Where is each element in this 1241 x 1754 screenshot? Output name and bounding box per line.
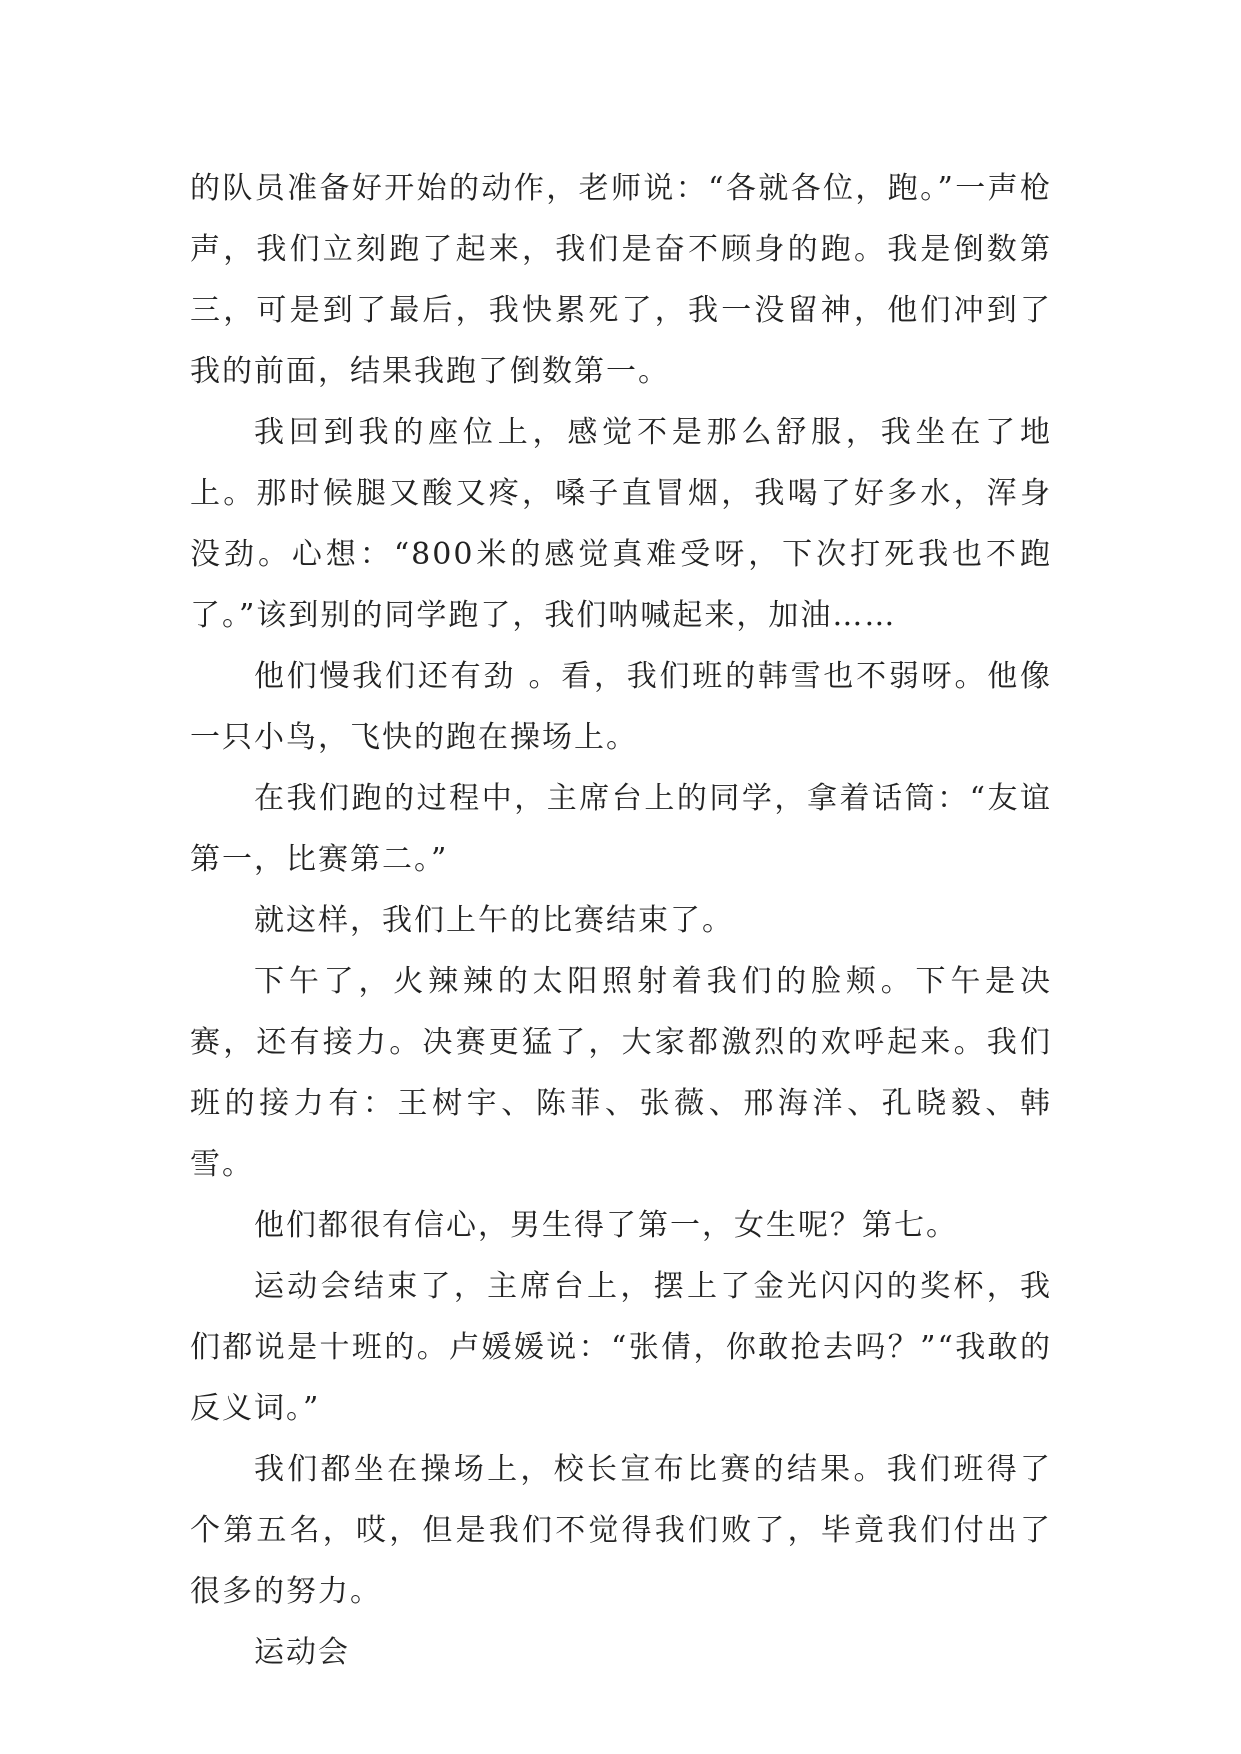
paragraph-7: 他们都很有信心，男生得了第一，女生呢？第七。	[254, 1208, 958, 1243]
paragraph-5: 就这样，我们上午的比赛结束了。	[254, 903, 734, 938]
paragraph-8: 运动会结束了，主席台上，摆上了金光闪闪的奖杯，我们都说是十班的。卢媛媛说：“张倩，你敢抢去吗？”“我敢的反义词。”	[190, 1269, 1052, 1426]
paragraph-10: 运动会	[254, 1635, 350, 1670]
paragraph-6: 下午了，火辣辣的太阳照射着我们的脸颊。下午是决赛，还有接力。决赛更猛了，大家都激烈的欢呼起来。我们班的接力有：王树宇、陈菲、张薇、邢海洋、孔晓毅、韩雪。	[190, 964, 1052, 1182]
paragraph-4: 在我们跑的过程中，主席台上的同学，拿着话筒：“友谊第一，比赛第二。”	[190, 781, 1052, 877]
paragraph-1: 的队员准备好开始的动作，老师说：“各就各位，跑。”一声枪声，我们立刻跑了起来，我们是奋不顾身的跑。我是倒数第三，可是到了最后，我快累死了，我一没留神，他们冲到了我的前面，结果我跑了倒数第一。	[190, 171, 1052, 389]
paragraph-2: 我回到我的座位上，感觉不是那么舒服，我坐在了地上。那时候腿又酸又疼，嗓子直冒烟，我喝了好多水，浑身没劲。心想：“800米的感觉真难受呀，下次打死我也不跑了。”该到别的同学跑了，我们呐喊起来，加油……	[190, 415, 1052, 633]
paragraph-9: 我们都坐在操场上，校长宣布比赛的结果。我们班得了个第五名，哎，但是我们不觉得我们败了，毕竟我们付出了很多的努力。	[190, 1452, 1052, 1609]
document-body	[190, 158, 1052, 1683]
paragraph-3: 他们慢我们还有劲 。看，我们班的韩雪也不弱呀。他像一只小鸟，飞快的跑在操场上。	[190, 659, 1052, 755]
